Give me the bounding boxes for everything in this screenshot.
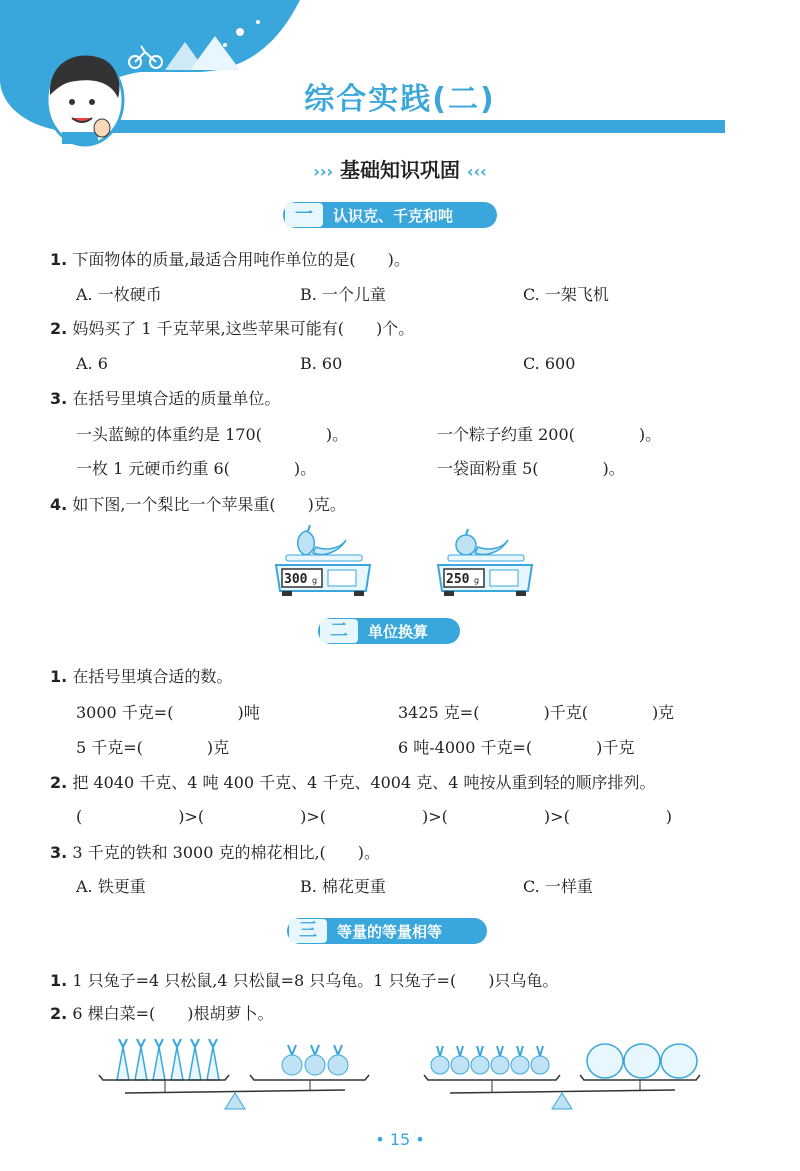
- question-number: 1.: [50, 971, 68, 990]
- blank-row: 3425 克=( )千克( )克: [398, 703, 675, 722]
- section-number: 一: [285, 203, 323, 227]
- cabbages-icon: [587, 1044, 697, 1078]
- question-1: [50, 249, 410, 271]
- question-text: 6 棵白菜=( )根胡萝卜。: [72, 1004, 274, 1023]
- carrots-icon: [117, 1039, 219, 1080]
- left-arrows-icon: ›››: [313, 162, 334, 181]
- question-text: 下面物体的质量,最适合用吨作单位的是( )。: [72, 250, 410, 269]
- option-b: B. 60: [300, 354, 343, 373]
- blank-row: 3000 千克=( )吨: [76, 703, 260, 722]
- option-a: A. 铁更重: [76, 877, 146, 896]
- question-number: 3.: [50, 843, 68, 862]
- question-text: 3 千克的铁和 3000 克的棉花相比,( )。: [72, 843, 381, 862]
- question-text: 妈妈买了 1 千克苹果,这些苹果可能有( )个。: [72, 319, 415, 338]
- scale-pear-banana-icon: [268, 525, 378, 600]
- question-number: 1.: [50, 250, 68, 269]
- scale-reading: 300: [284, 572, 308, 587]
- option-c: C. 一架飞机: [523, 285, 609, 304]
- question-text: 把 4040 千克、4 吨 400 千克、4 千克、4004 克、4 吨按从重到轻的顺序排列。: [72, 773, 656, 792]
- section-label: 单位换算: [368, 622, 429, 641]
- banner-text: 基础知识巩固: [340, 158, 460, 182]
- question-3: [50, 842, 380, 864]
- balance-carrots-radishes-icon: [95, 1035, 380, 1113]
- option-a: A. 一枚硬币: [76, 285, 162, 304]
- blank-row: 5 千克=( )克: [76, 738, 230, 757]
- question-number: 2.: [50, 773, 68, 792]
- question-1: [50, 970, 558, 992]
- blank-row: 一个粽子约重 200( )。: [437, 425, 662, 444]
- question-number: 1.: [50, 667, 68, 686]
- question-2: [50, 318, 414, 340]
- question-text: 如下图,一个梨比一个苹果重( )克。: [72, 495, 346, 514]
- scale-unit: g: [474, 576, 480, 585]
- section-label: 等量的等量相等: [337, 922, 443, 941]
- question-number: 3.: [50, 389, 68, 408]
- question-text: 1 只兔子=4 只松鼠,4 只松鼠=8 只乌龟。1 只兔子=( )只乌龟。: [72, 971, 559, 990]
- question-number: 4.: [50, 495, 68, 514]
- section-label: 认识克、千克和吨: [333, 206, 454, 225]
- question-number: 2.: [50, 1004, 68, 1023]
- question-2: [50, 772, 656, 794]
- option-c: C. 一样重: [523, 877, 593, 896]
- question-4: [50, 494, 346, 516]
- page-title: 综合实践(二): [304, 82, 496, 117]
- section-banner: [0, 154, 800, 183]
- option-a: A. 6: [76, 354, 108, 373]
- right-arrows-icon: ‹‹‹: [466, 162, 487, 181]
- section-number: 三: [289, 919, 327, 943]
- question-text: 在括号里填合适的质量单位。: [72, 389, 281, 408]
- option-b: B. 棉花更重: [300, 877, 386, 896]
- scale-reading: 250: [446, 572, 470, 587]
- radishes-icon: [282, 1045, 348, 1075]
- question-text: 在括号里填合适的数。: [72, 667, 233, 686]
- radishes-icon: [431, 1046, 549, 1074]
- section-header-3: [287, 918, 487, 944]
- blank-row: 一枚 1 元硬币约重 6( )。: [76, 459, 317, 478]
- section-number: 二: [320, 619, 358, 643]
- option-b: B. 一个儿童: [300, 285, 386, 304]
- question-2: [50, 1003, 273, 1025]
- option-c: C. 600: [523, 354, 576, 373]
- section-header-1: [283, 202, 497, 228]
- scale-unit: g: [312, 576, 318, 585]
- page-number: • 15 •: [375, 1130, 425, 1149]
- balance-radishes-cabbages-icon: [420, 1035, 705, 1113]
- scale-apple-banana-icon: [430, 525, 540, 600]
- blank-row: 一袋面粉重 5( )。: [437, 459, 625, 478]
- question-1: [50, 666, 232, 688]
- blank-row: 一头蓝鲸的体重约是 170( )。: [76, 425, 349, 444]
- question-3: [50, 388, 280, 410]
- question-number: 2.: [50, 319, 68, 338]
- ordering-blanks: ( )>( )>( )>( )>( ): [76, 807, 673, 826]
- section-header-2: [318, 618, 460, 644]
- blank-row: 6 吨-4000 千克=( )千克: [398, 738, 635, 757]
